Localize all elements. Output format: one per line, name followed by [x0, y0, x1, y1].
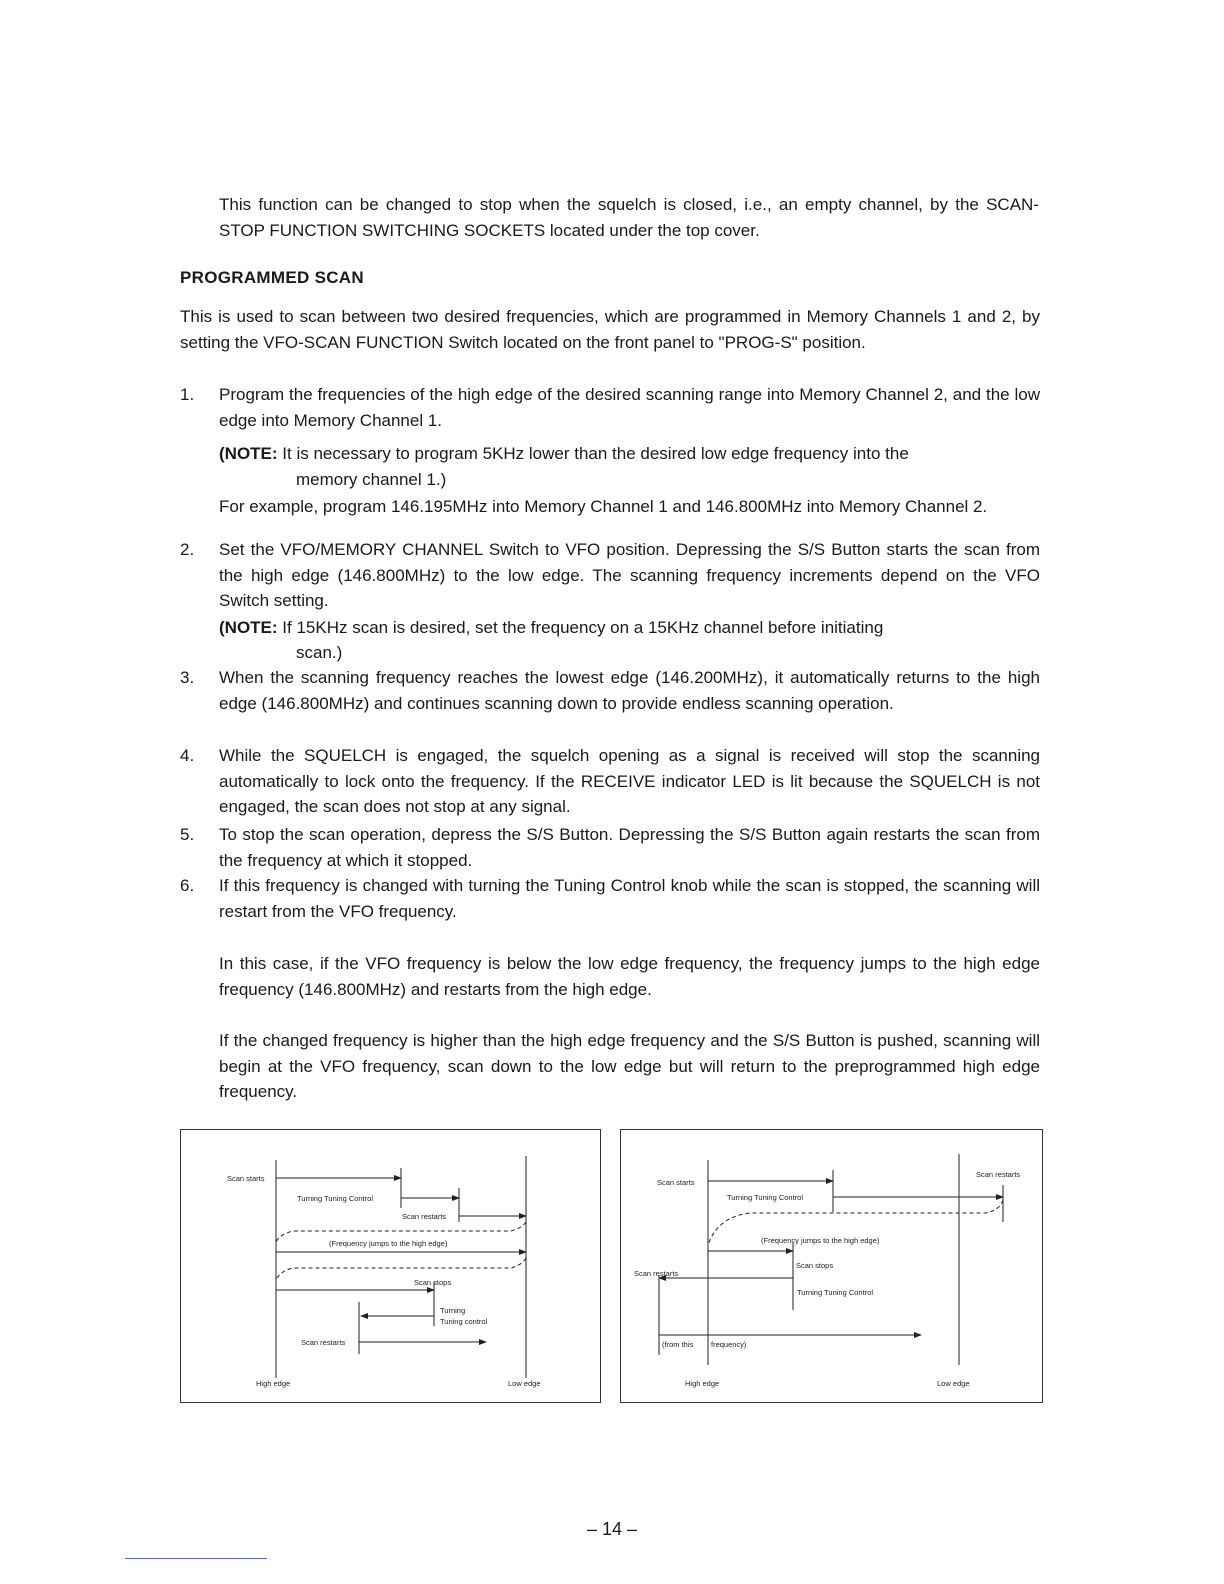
- scan-diagram-left: [180, 1129, 601, 1403]
- label-scan-stops: Scan stops: [414, 1278, 452, 1287]
- label-scan-restarts-top: Scan restarts: [976, 1170, 1021, 1179]
- step-note: [219, 441, 1040, 492]
- step-text: When the scanning frequency reaches the lowest edge (146.200MHz), it automatically returns to the high edge (146.800MHz) and continues scanning down to provide endless scanning operation.: [219, 668, 1040, 713]
- note-continuation: scan.): [296, 643, 343, 662]
- label-frequency: frequency): [711, 1340, 747, 1349]
- scan-timing-diagram: [621, 1130, 1042, 1402]
- step-number: 4.: [180, 746, 195, 765]
- step-number: 2.: [180, 540, 195, 559]
- intro-paragraph: This function can be changed to stop when the squelch is closed, i.e., an empty channel, by the SCAN-STOP FUNCTION SWITCHING SOCKETS located under the top cover.: [219, 195, 1039, 240]
- scan-diagram-right: [620, 1129, 1043, 1403]
- lead-paragraph: This is used to scan between two desired frequencies, which are programmed in Memory Channels 1 and 2, by setting the VFO-SCAN FUNCTION Switch located on the front panel to "PROG-S" position.: [180, 307, 1040, 352]
- step-text: To stop the scan operation, depress the S/S Button. Depressing the S/S Button again restarts the scan from the frequency at which it stopped.: [219, 825, 1040, 870]
- note-text: It is necessary to program 5KHz lower than the desired low edge frequency into the: [282, 444, 909, 463]
- label-scan-stops: Scan stops: [796, 1261, 834, 1270]
- label-high-edge: High edge: [256, 1379, 291, 1388]
- step-number: 3.: [180, 668, 195, 687]
- label-turning-tuning-control: Turning Tuning Control: [297, 1194, 374, 1203]
- label-turning: Turning: [440, 1306, 466, 1315]
- label-low-edge: Low edge: [508, 1379, 541, 1388]
- label-scan-starts: Scan starts: [657, 1178, 695, 1187]
- label-scan-restarts-2: Scan restarts: [301, 1338, 346, 1347]
- label-frequency-jumps: (Frequency jumps to the high edge): [761, 1236, 880, 1245]
- label-scan-restarts: Scan restarts: [402, 1212, 447, 1221]
- note-label: (NOTE:: [219, 444, 278, 463]
- label-turning-tuning-control-2: Turning Tuning Control: [797, 1288, 874, 1297]
- step-text: While the SQUELCH is engaged, the squelch opening as a signal is received will stop the scanning automatically to lock onto the frequency. If the RECEIVE indicator LED is lit because the SQUELCH is not engaged, the scan does not stop at any signal.: [219, 746, 1040, 816]
- note-label: (NOTE:: [219, 617, 278, 637]
- step-example: For example, program 146.195MHz into Memory Channel 1 and 146.800MHz into Memory Channel 2.: [219, 497, 988, 516]
- step-note: [219, 615, 1040, 666]
- changed-paragraph: If the changed frequency is higher than the high edge frequency and the S/S Button is pushed, scanning will begin at the VFO frequency, scan down to the low edge but will return to the preprogrammed high edge frequency.: [219, 1031, 1040, 1101]
- label-low-edge: Low edge: [937, 1379, 970, 1388]
- step-number: 1.: [180, 385, 195, 404]
- label-scan-restarts: Scan restarts: [634, 1269, 679, 1278]
- label-frequency-jumps: (Frequency jumps to the high edge): [329, 1239, 448, 1248]
- note-text: If 15KHz scan is desired, set the frequency on a 15KHz channel before initiating: [282, 617, 884, 637]
- label-tuning-control: Tuning control: [440, 1317, 488, 1326]
- section-heading: PROGRAMMED SCAN: [180, 268, 364, 287]
- note-continuation: memory channel 1.): [296, 469, 447, 489]
- step-number: 5.: [180, 825, 195, 844]
- label-from-this: (from this: [662, 1340, 694, 1349]
- label-turning-tuning-control: Turning Tuning Control: [727, 1193, 804, 1202]
- case-paragraph: In this case, if the VFO frequency is below the low edge frequency, the frequency jumps to the high edge frequency (146.800MHz) and restarts from the high edge.: [219, 954, 1040, 999]
- step-text: Set the VFO/MEMORY CHANNEL Switch to VFO position. Depressing the S/S Button starts the scan from the high edge (146.800MHz) to the low edge. The scanning frequency increments depend on the VFO Switch setting.: [219, 540, 1040, 610]
- step-number: 6.: [180, 876, 195, 895]
- step-text: If this frequency is changed with turning the Tuning Control knob while the scan is stopped, the scanning will restart from the VFO frequency.: [219, 876, 1040, 921]
- page-number: – 14 –: [586, 1519, 638, 1539]
- footer-rule: [125, 1558, 267, 1559]
- label-scan-starts: Scan starts: [227, 1174, 265, 1183]
- scan-timing-diagram: [181, 1130, 600, 1402]
- step-text: Program the frequencies of the high edge of the desired scanning range into Memory Channel 2, and the low edge into Memory Channel 1.: [219, 385, 1040, 430]
- label-high-edge: High edge: [685, 1379, 720, 1388]
